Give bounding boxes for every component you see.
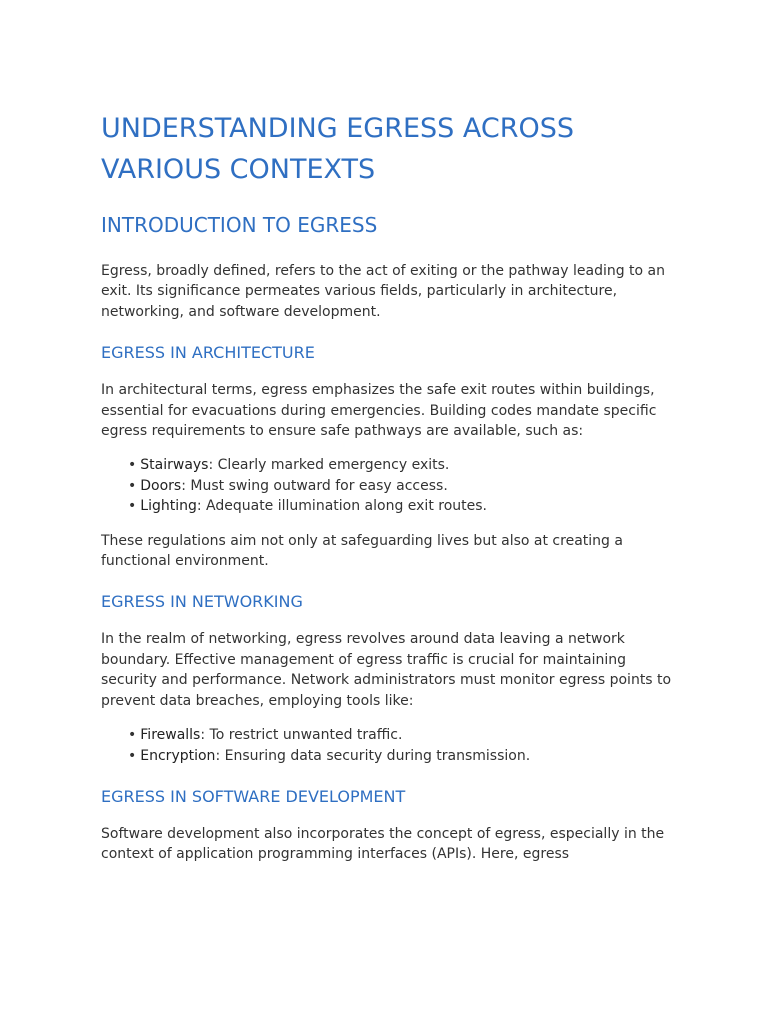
- section-heading-networking: EGRESS IN NETWORKING: [101, 592, 303, 612]
- networking-list: [101, 725, 673, 766]
- section-heading-software: EGRESS IN SOFTWARE DEVELOPMENT: [101, 786, 406, 806]
- list-item: [128, 476, 673, 496]
- list-item-description: : To restrict unwanted traffic.: [200, 727, 403, 744]
- list-item: [128, 496, 673, 516]
- document-page: [101, 108, 673, 865]
- bullet-icon: •: [128, 747, 137, 764]
- networking-paragraph: In the realm of networking, egress revolves around data leaving a network boundary. Effective management of egress traffic is crucial for maintaining security and performance. Network administrators must monitor egress points to prevent data breaches, employing tools like:: [101, 631, 672, 709]
- section-heading-architecture: EGRESS IN ARCHITECTURE: [101, 343, 315, 363]
- bullet-icon: •: [128, 477, 137, 494]
- bullet-icon: •: [128, 727, 137, 744]
- architecture-list: [101, 455, 673, 516]
- architecture-closing-paragraph: These regulations aim not only at safeguarding lives but also at creating a functional environment.: [101, 532, 623, 570]
- software-paragraph: Software development also incorporates the concept of egress, especially in the context of application programming interfaces (APIs). Here, egress: [101, 825, 665, 863]
- list-item-term: Doors: [140, 477, 182, 494]
- list-item-term: Stairways: [140, 457, 209, 474]
- list-item: [128, 455, 673, 475]
- list-item-description: : Ensuring data security during transmission.: [215, 747, 531, 764]
- bullet-icon: •: [128, 498, 137, 515]
- document-title: UNDERSTANDING EGRESS ACROSS VARIOUS CONTEXTS: [101, 113, 575, 185]
- list-item-term: Encryption: [140, 747, 216, 764]
- architecture-paragraph: In architectural terms, egress emphasizes the safe exit routes within buildings, essential for evacuations during emergencies. Building codes mandate specific egress requirements to ensure safe pathways are available, such as:: [101, 382, 657, 440]
- intro-paragraph: Egress, broadly defined, refers to the act of exiting or the pathway leading to an exit. Its significance permeates various fields, particularly in architecture, networking, and software development.: [101, 263, 666, 320]
- bullet-icon: •: [128, 457, 137, 474]
- list-item: [128, 746, 673, 766]
- list-item-term: Firewalls: [140, 727, 201, 744]
- list-item-description: : Must swing outward for easy access.: [181, 477, 448, 494]
- list-item: [128, 725, 673, 745]
- list-item-term: Lighting: [140, 498, 197, 515]
- list-item-description: : Adequate illumination along exit routes.: [196, 498, 487, 515]
- list-item-description: : Clearly marked emergency exits.: [208, 457, 450, 474]
- section-heading-introduction: INTRODUCTION TO EGRESS: [101, 213, 378, 237]
